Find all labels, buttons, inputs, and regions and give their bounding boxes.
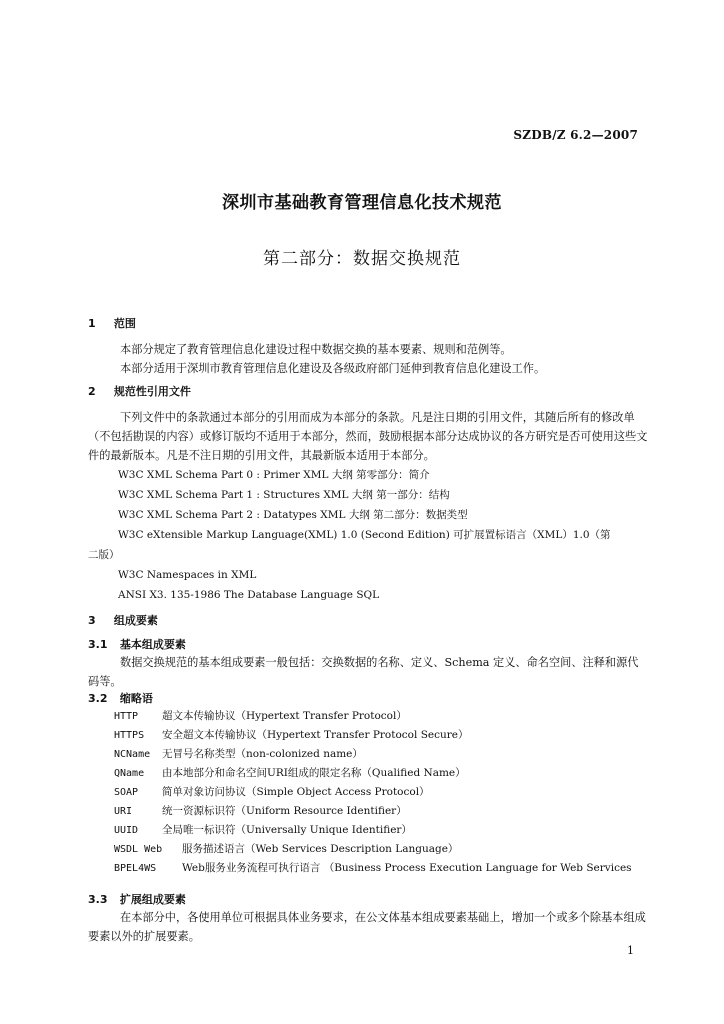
document-title: 深圳市基础教育管理信息化技术规范 xyxy=(222,193,502,213)
abbreviation-definition: 服务描述语言（Web Services Description Language） xyxy=(182,843,459,855)
abbreviation-term: BPEL4WS xyxy=(114,863,157,874)
section-1-heading xyxy=(88,316,648,332)
abbreviation-term: URI xyxy=(114,806,133,817)
abbreviation-definition: 无冒号名称类型（non-colonized name） xyxy=(162,748,363,760)
document-subtitle: 第二部分：数据交换规范 xyxy=(263,249,461,269)
section-number: 1 xyxy=(88,317,96,330)
abbreviation-row xyxy=(88,821,648,840)
abbreviation-term: HTTPS xyxy=(114,730,145,741)
section-number: 3.2 xyxy=(88,692,108,705)
section-3-2-heading xyxy=(88,691,648,707)
abbreviation-row xyxy=(88,726,648,745)
abbreviation-row xyxy=(88,859,648,878)
abbreviation-row xyxy=(88,707,648,726)
paragraph: 在本部分中，各使用单位可根据具体业务要求，在公文体基本组成要素基础上，增加一个或多个除基本组成要素以外的扩展要素。 xyxy=(88,911,646,943)
section-title: 组成要素 xyxy=(113,614,158,627)
reference-item: W3C Namespaces in XML xyxy=(118,569,257,581)
reference-item: W3C eXtensible Markup Language(XML) 1.0 (Second Edition) 可扩展置标语言（XML）1.0（第 xyxy=(118,529,611,541)
section-title: 基本组成要素 xyxy=(119,638,186,651)
abbreviation-row xyxy=(88,764,648,783)
abbreviation-term: SOAP xyxy=(114,787,139,798)
reference-item: W3C XML Schema Part 2 : Datatypes XML 大纲 第二部分：数据类型 xyxy=(118,509,468,521)
section-3-heading xyxy=(88,613,648,629)
abbreviation-term: QName xyxy=(114,768,145,779)
reference-item-continuation: 二版） xyxy=(88,549,120,561)
reference-item: W3C XML Schema Part 0 : Primer XML 大纲 第零部分：简介 xyxy=(118,469,430,481)
abbreviation-term: NCName xyxy=(114,749,151,760)
abbreviation-row xyxy=(88,783,648,802)
reference-item: W3C XML Schema Part 1 : Structures XML 大纲 第一部分：结构 xyxy=(118,489,450,501)
section-3-3-heading xyxy=(88,892,648,908)
abbreviation-row xyxy=(88,840,648,859)
abbreviation-definition: 超文本传输协议（Hypertext Transfer Protocol） xyxy=(162,710,407,722)
paragraph: 下列文件中的条款通过本部分的引用而成为本部分的条款。凡是注日期的引用文件，其随后所有的修改单（不包括勘误的内容）或修订版均不适用于本部分，然而，鼓励根据本部分达成协议的各方研究是否可使用这些文件的最新版本。凡是不注日期的引用文件，其最新版本适用于本部分。 xyxy=(88,411,648,462)
paragraph: 数据交换规范的基本组成要素一般包括：交换数据的名称、定义、Schema 定义、命名空间、注释和源代码等。 xyxy=(88,656,639,688)
abbreviation-definition: 安全超文本传输协议（Hypertext Transfer Protocol Secure） xyxy=(162,729,469,741)
section-3-1-heading xyxy=(88,637,648,653)
section-title: 范围 xyxy=(113,317,136,330)
section-title: 扩展组成要素 xyxy=(119,893,186,906)
abbreviation-definition: 全局唯一标识符（Universally Unique Identifier） xyxy=(162,824,412,836)
section-title: 缩略语 xyxy=(119,692,153,705)
section-2-heading xyxy=(88,384,648,400)
page-number: 1 xyxy=(627,944,634,957)
abbreviation-definition: 统一资源标识符（Uniform Resource Identifier） xyxy=(162,805,407,817)
document-body xyxy=(88,316,648,946)
section-title: 规范性引用文件 xyxy=(113,385,191,398)
abbreviation-term: WSDL Web xyxy=(114,844,163,855)
abbreviation-definition: 简单对象访问协议（Simple Object Access Protocol） xyxy=(162,786,430,798)
abbreviation-row xyxy=(88,802,648,821)
section-number: 2 xyxy=(88,385,96,398)
reference-item: ANSI X3. 135-1986 The Database Language SQL xyxy=(118,589,380,601)
abbreviation-term: HTTP xyxy=(114,711,139,722)
paragraph: 本部分规定了教育管理信息化建设过程中数据交换的基本要素、规则和范例等。 xyxy=(120,343,512,356)
abbreviation-row xyxy=(88,745,648,764)
abbreviation-definition: 由本地部分和命名空间URI组成的限定名称（Qualified Name） xyxy=(162,767,466,779)
section-number: 3.1 xyxy=(88,638,108,651)
doc-code: SZDB/Z 6.2—2007 xyxy=(513,128,638,142)
abbreviation-definition: Web服务业务流程可执行语言 （Business Process Execution Language for Web Services xyxy=(182,862,632,874)
section-number: 3.3 xyxy=(88,893,108,906)
section-number: 3 xyxy=(88,614,96,627)
paragraph: 本部分适用于深圳市教育管理信息化建设及各级政府部门延伸到教育信息化建设工作。 xyxy=(120,362,546,375)
abbreviation-term: UUID xyxy=(114,825,139,836)
